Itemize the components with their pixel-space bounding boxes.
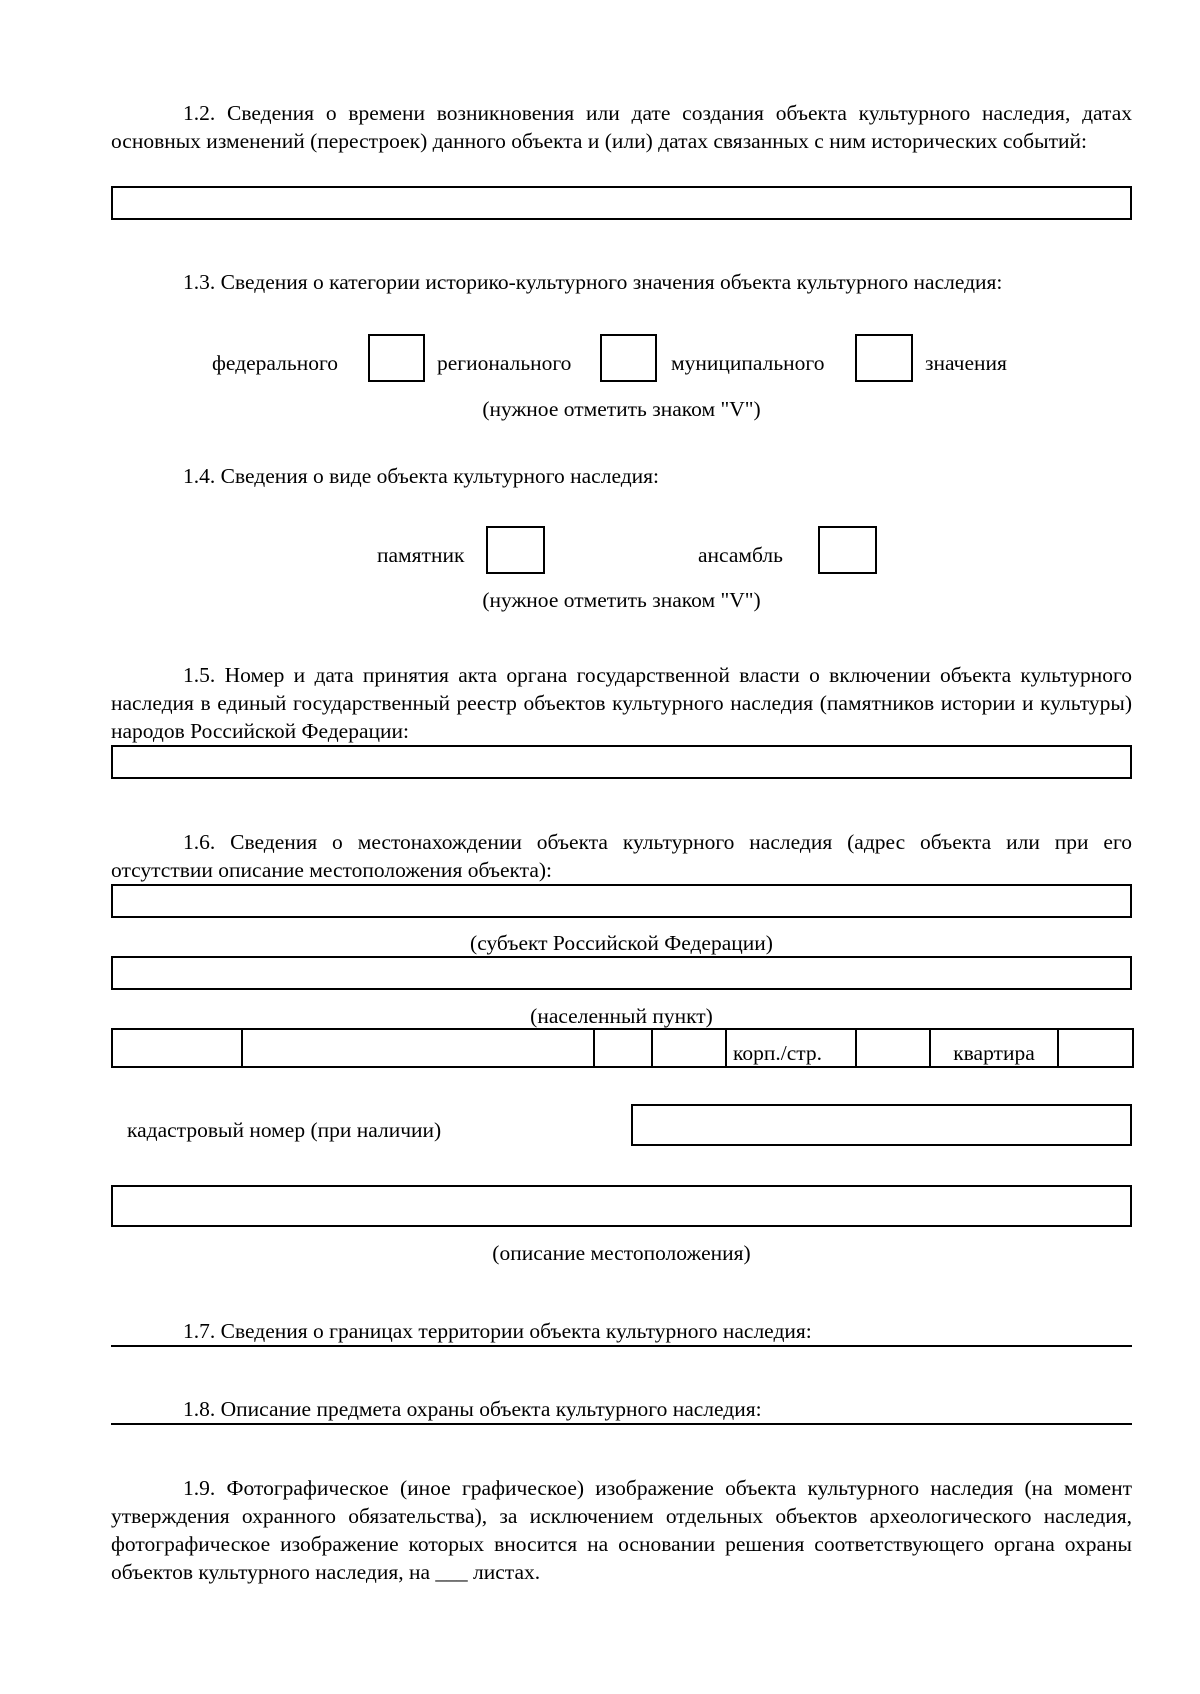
address-table [111,1028,1134,1068]
significance-suffix-label: значения [925,351,1007,375]
apartment-number-cell[interactable] [1058,1029,1133,1067]
apartment-label-cell: квартира [930,1029,1058,1067]
monument-checkbox[interactable] [486,526,545,574]
section-1-9-text [111,1474,1132,1586]
municipal-label: муниципального [671,351,825,375]
street-type-cell[interactable] [112,1029,242,1067]
subject-field[interactable] [111,884,1132,918]
house-label-cell[interactable] [594,1029,652,1067]
ensemble-checkbox[interactable] [818,526,877,574]
federal-label: федерального [212,351,338,375]
section-1-5-field[interactable] [111,745,1132,779]
section-1-2-text-content: 1.2. Сведения о времени возникновения или дате создания объекта культурного наследия, датах основных изменений (перестроек) данного объекта и (или) датах связанных с ним исторических событий: [111,101,1132,153]
section-1-7-text-content: 1.7. Сведения о границах территории объекта культурного наследия: [183,1319,812,1343]
section-1-5-text [111,661,1132,745]
section-1-8-text [111,1395,1132,1423]
section-1-4-hint: (нужное отметить знаком "V") [482,588,761,612]
ensemble-label: ансамбль [698,543,783,567]
section-1-9-text-content: 1.9. Фотографическое (иное графическое) изображение объекта культурного наследия (на момент утверждения охранного обязательства), за исключением отдельных объектов археологического наследия, фотографическое изображение которых вносится на основании решения соответствующего органа охраны объектов культурного наследия, на ___ листах. [111,1476,1132,1584]
section-1-3-text-content: 1.3. Сведения о категории историко-культурного значения объекта культурного наследия: [183,270,1003,294]
section-1-7-text [111,1317,1132,1345]
section-1-6-text [111,828,1132,884]
section-1-3-text [111,268,1132,296]
location-description-caption: (описание местоположения) [492,1241,751,1265]
street-name-cell[interactable] [242,1029,594,1067]
section-1-2-text [111,99,1132,155]
cadastral-field[interactable] [631,1104,1132,1146]
section-1-2-field[interactable] [111,186,1132,220]
subject-caption: (субъект Российской Федерации) [470,931,773,955]
locality-caption: (населенный пункт) [530,1004,713,1028]
section-1-8-underline [111,1423,1132,1425]
section-1-4-text [111,462,1132,490]
building-number-cell[interactable] [856,1029,930,1067]
location-description-field[interactable] [111,1185,1132,1227]
cadastral-label: кадастровый номер (при наличии) [127,1118,442,1142]
section-1-6-text-content: 1.6. Сведения о местонахождении объекта культурного наследия (адрес объекта или при его отсутствии описание местоположения объекта): [111,830,1132,882]
section-1-5-text-content: 1.5. Номер и дата принятия акта органа государственной власти о включении объекта культурного наследия в единый государственный реестр объектов культурного наследия (памятников истории и культуры) народов Российской Федерации: [111,663,1132,743]
federal-checkbox[interactable] [368,334,425,382]
municipal-checkbox[interactable] [855,334,913,382]
house-number-cell[interactable] [652,1029,726,1067]
section-1-7-underline [111,1345,1132,1347]
section-1-4-text-content: 1.4. Сведения о виде объекта культурного наследия: [183,464,660,488]
regional-label: регионального [437,351,572,375]
regional-checkbox[interactable] [600,334,657,382]
monument-label: памятник [377,543,465,567]
section-1-8-text-content: 1.8. Описание предмета охраны объекта культурного наследия: [183,1397,762,1421]
section-1-3-hint: (нужное отметить знаком "V") [482,397,761,421]
building-label-cell: корп./стр. [726,1029,856,1067]
locality-field[interactable] [111,956,1132,990]
